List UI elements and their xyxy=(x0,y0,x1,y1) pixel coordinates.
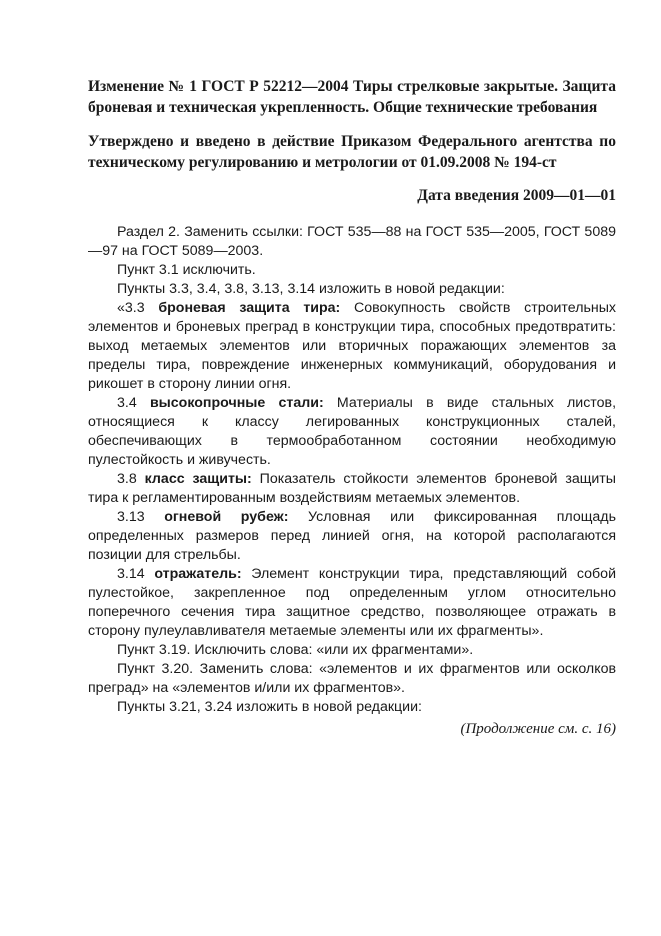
definition-term: броневая защита тира: xyxy=(158,300,341,316)
definition-term: класс защиты: xyxy=(144,471,252,487)
definition-3-8 xyxy=(88,470,616,508)
amendment-body xyxy=(88,223,616,717)
definition-3-13 xyxy=(88,508,616,565)
paragraph-item-3-1: Пункт 3.1 исключить. xyxy=(117,262,256,278)
definition-number: «3.3 xyxy=(117,300,159,316)
definition-number: 3.8 xyxy=(117,471,145,487)
continuation-note: (Продолжение см. с. 16) xyxy=(460,721,616,737)
definition-3-3 xyxy=(88,299,616,394)
paragraph-item-3-20: Пункт 3.20. Заменить слова: «элементов и их фрагментов или осколков преград» на «элементов и/или их фрагментов». xyxy=(88,661,616,696)
effective-date: Дата введения 2009—01—01 xyxy=(417,187,616,204)
definition-text: Совокупность свойств строительных элементов и броневых преград в конструкции тира, способных предотвратить: выход метаемых элементов или вторичных поражающих элементов за пределы тира, повреждение инженерных коммуникаций, оборудования и рикошет в сторону линии огня. xyxy=(88,300,616,392)
definition-number: 3.14 xyxy=(117,566,155,582)
definition-term: высокопрочные стали: xyxy=(149,395,324,411)
approval-statement: Утверждено и введено в действие Приказом Федерального агентства по техническому регулированию и метрологии от 01.09.2008 № 194-ст xyxy=(88,133,616,171)
definition-text: Материалы в виде стальных листов, относящиеся к классу легированных конструкционных сталей, обеспечивающих в термообработанном состоянии необходимую пулестойкость и живучесть. xyxy=(88,395,617,468)
definition-text: Элемент конструкции тира, представляющий собой пулестойкое, закрепленное под определенным углом относительно поперечного сечения тира защитное средство, позволяющее отражать в сторону пулеулавливателя метаемые элементы или их фрагменты». xyxy=(88,566,616,639)
definition-term: отражатель: xyxy=(154,566,242,582)
definition-3-14 xyxy=(88,565,616,641)
paragraph-items-3-21-3-24: Пункты 3.21, 3.24 изложить в новой редакции: xyxy=(117,699,422,715)
amendment-title: Изменение № 1 ГОСТ Р 52212—2004 Тиры стрелковые закрытые. Защита броневая и техническая укрепленность. Общие технические требования xyxy=(88,78,616,116)
definition-number: 3.4 xyxy=(117,395,150,411)
definition-term: огневой рубеж: xyxy=(164,509,289,525)
paragraph-section-2: Раздел 2. Заменить ссылки: ГОСТ 535—88 на ГОСТ 535—2005, ГОСТ 5089—97 на ГОСТ 5089—2003. xyxy=(88,224,616,259)
paragraph-item-3-19: Пункт 3.19. Исключить слова: «или их фрагментами». xyxy=(117,642,474,658)
document-page xyxy=(88,76,616,738)
definition-text: Показатель стойкости элементов броневой защиты тира к регламентированным воздействиям метаемых элементов. xyxy=(88,471,617,506)
definition-3-4 xyxy=(88,394,616,470)
definition-text: Условная или фиксированная площадь определенных размеров перед линией огня, на которой располагаются позиции для стрельбы. xyxy=(88,509,616,563)
paragraph-items-intro: Пункты 3.3, 3.4, 3.8, 3.13, 3.14 изложить в новой редакции: xyxy=(117,281,505,297)
definition-number: 3.13 xyxy=(117,509,165,525)
